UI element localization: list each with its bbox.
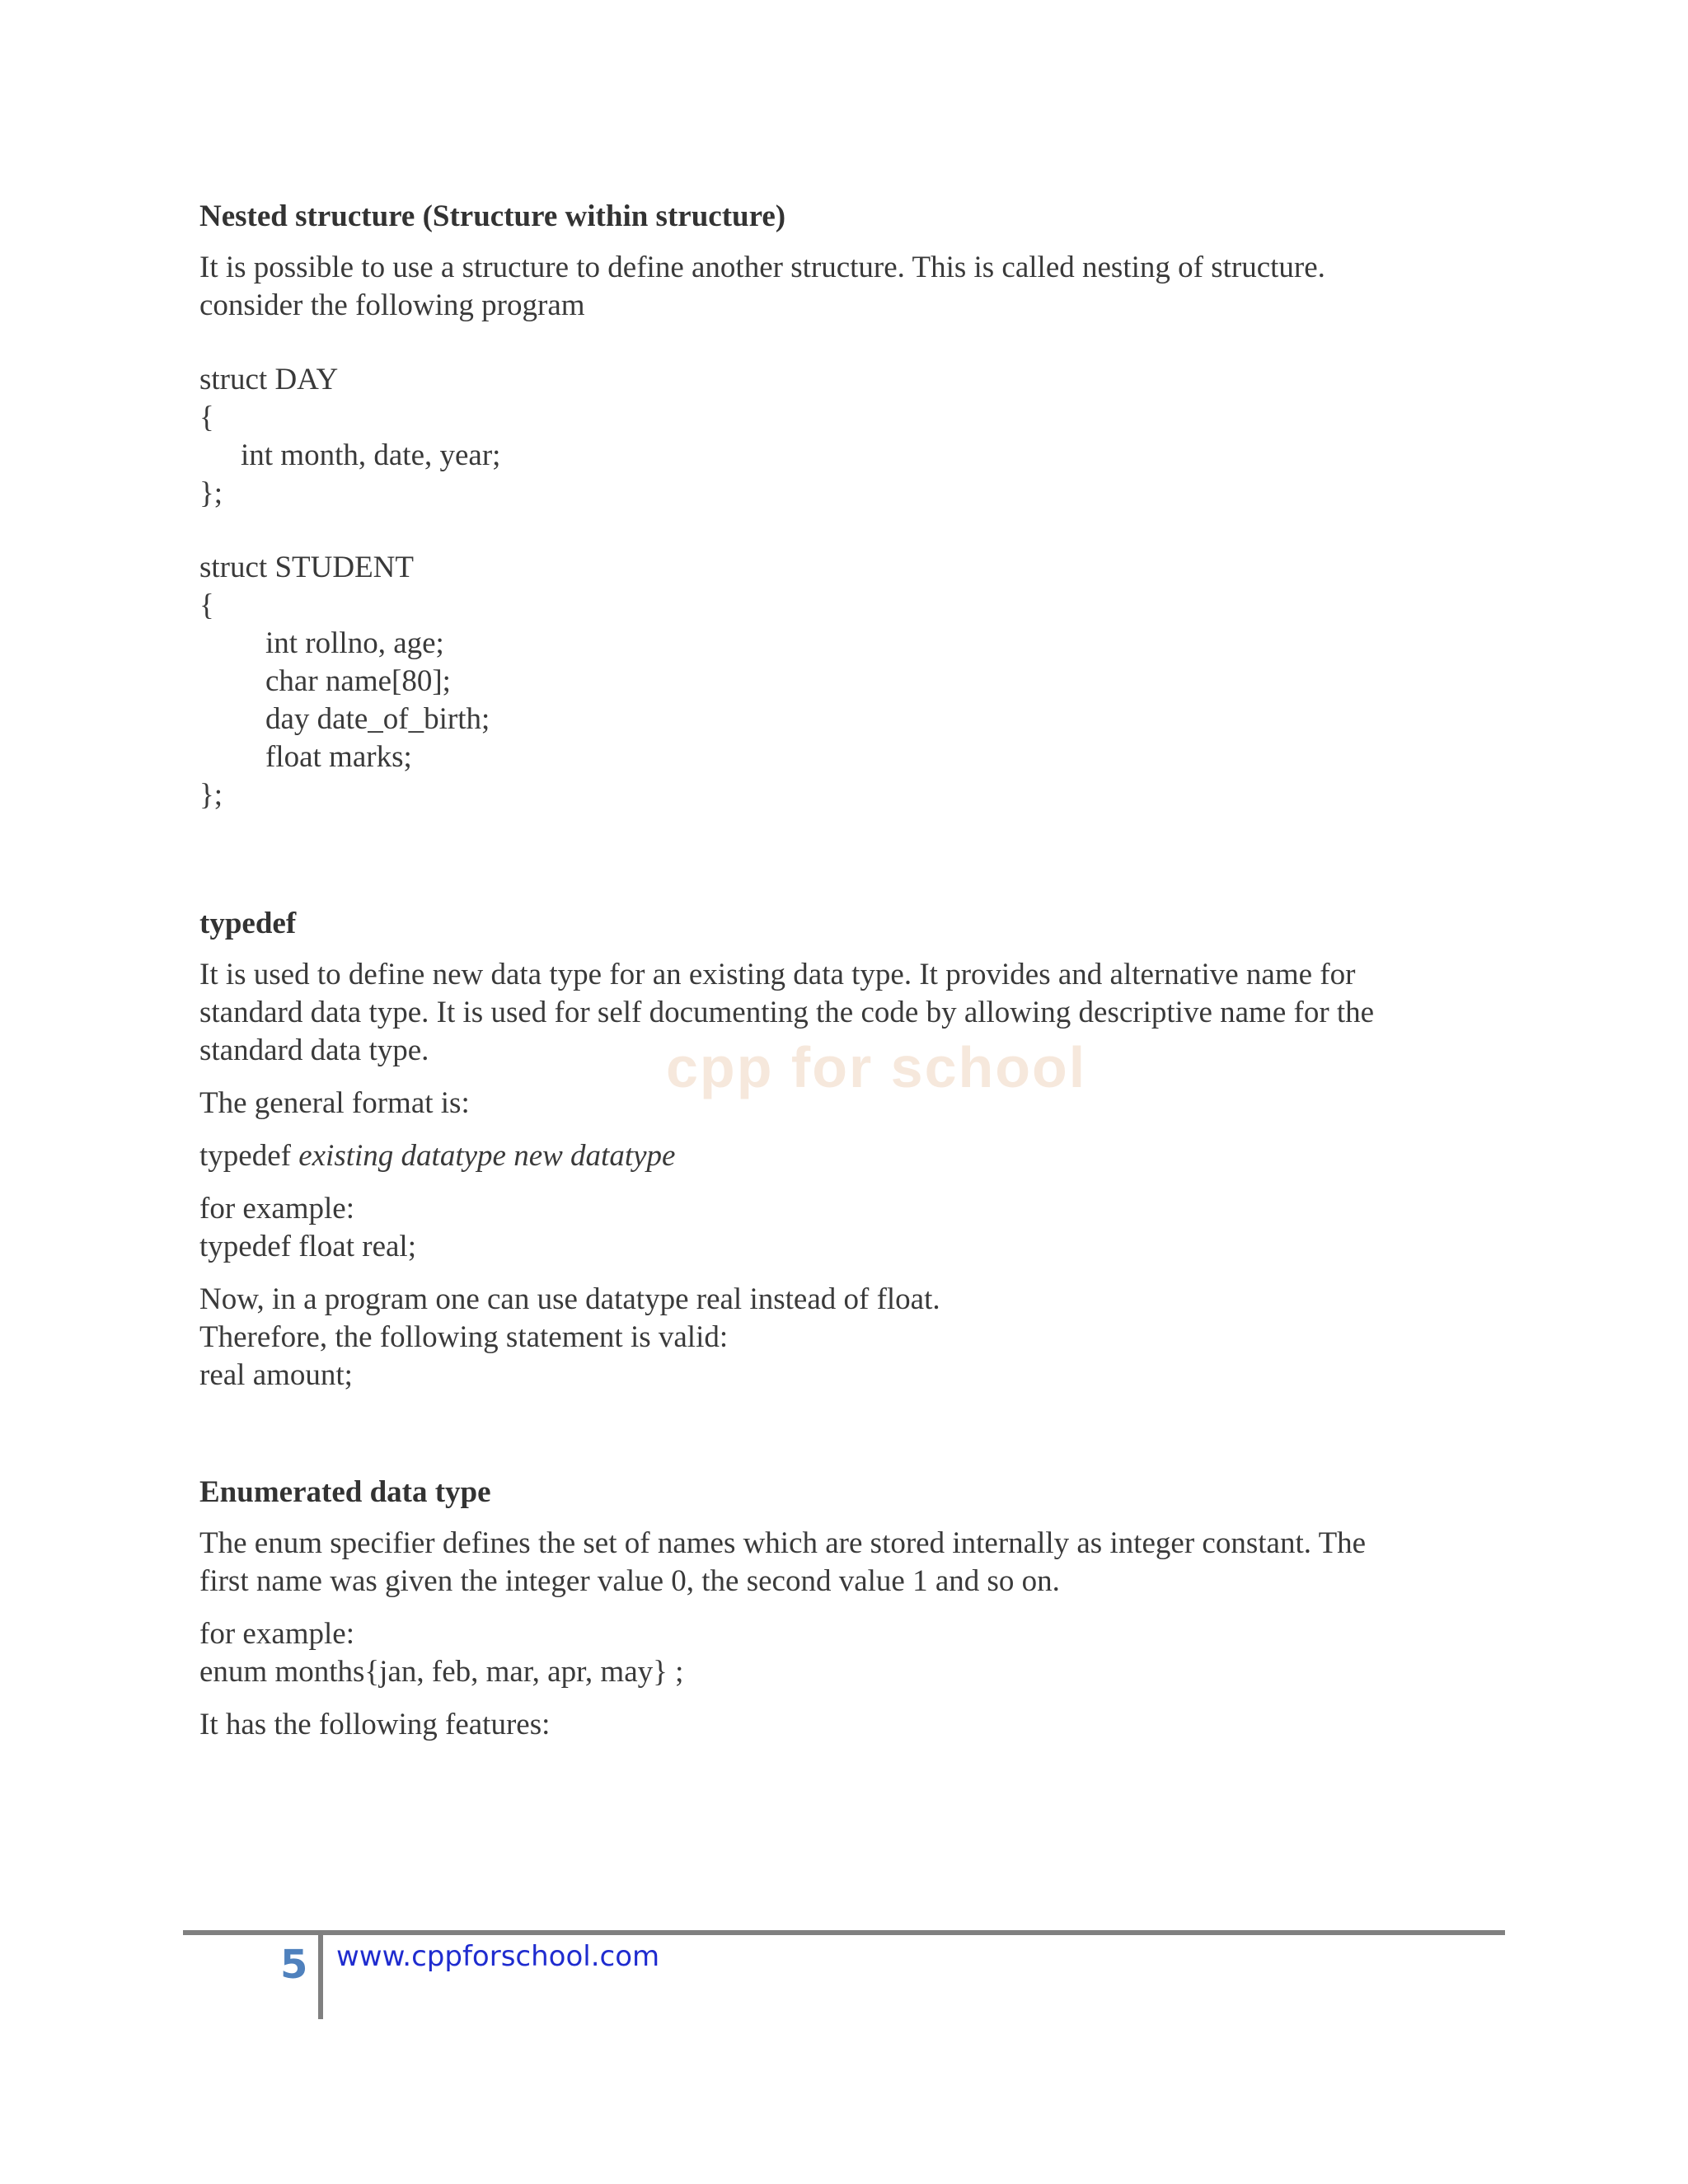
typedef-format-syntax	[199, 1137, 1518, 1175]
footer-website-link[interactable]: www.cppforschool.com	[336, 1940, 660, 1973]
enum-description	[199, 1525, 1518, 1601]
enum-desc-line: The enum specifier defines the set of names which are stored internally as integer constant. The	[199, 1526, 1367, 1560]
typedef-example-label: for example:	[199, 1192, 354, 1226]
typedef-note-line: Therefore, the following statement is valid:	[199, 1320, 729, 1354]
code-line: {	[199, 401, 214, 434]
typedef-format-label: The general format is:	[199, 1086, 470, 1120]
typedef-example	[199, 1190, 1518, 1266]
code-line: };	[199, 476, 223, 510]
typedef-note-line: Now, in a program one can use datatype real instead of float.	[199, 1282, 940, 1316]
typedef-note	[199, 1281, 1518, 1394]
code-line: {	[199, 588, 214, 622]
page-content	[199, 198, 1518, 1744]
enum-example	[199, 1615, 1518, 1691]
heading-enumerated-data-type: Enumerated data type	[199, 1475, 491, 1509]
heading-nested-structure: Nested structure (Structure within structure)	[199, 199, 786, 233]
typedef-example-code: typedef float real;	[199, 1230, 416, 1263]
code-line: int rollno, age;	[265, 626, 444, 660]
typedef-desc-line: standard data type. It is used for self documenting the code by allowing descriptive name for the	[199, 996, 1375, 1029]
footer-vertical-divider	[318, 1930, 323, 2019]
code-struct-day	[199, 361, 1518, 513]
code-line: day date_of_birth;	[265, 702, 490, 736]
page-number: 5	[280, 1942, 308, 1988]
code-line: int month, date, year;	[241, 438, 501, 472]
typedef-desc-line: standard data type.	[199, 1033, 429, 1067]
typedef-format-args: existing datatype new datatype	[298, 1139, 676, 1173]
nested-intro-line: It is possible to use a structure to define another structure. This is called nesting of structure.	[199, 251, 1325, 284]
code-struct-student	[199, 549, 1518, 814]
heading-typedef: typedef	[199, 907, 297, 940]
enum-desc-line: first name was given the integer value 0, the second value 1 and so on.	[199, 1564, 1060, 1598]
enum-features-label: It has the following features:	[199, 1708, 551, 1741]
code-line: struct DAY	[199, 363, 339, 396]
footer-divider	[183, 1930, 1505, 1935]
typedef-description	[199, 956, 1518, 1070]
enum-example-code: enum months{jan, feb, mar, apr, may} ;	[199, 1655, 684, 1689]
enum-example-label: for example:	[199, 1617, 354, 1651]
code-line: struct STUDENT	[199, 551, 414, 584]
code-line: float marks;	[265, 740, 412, 774]
typedef-desc-line: It is used to define new data type for an existing data type. It provides and alternative name for	[199, 958, 1356, 991]
nested-intro-line: consider the following program	[199, 288, 585, 322]
code-line: char name[80];	[265, 664, 451, 698]
typedef-keyword: typedef	[199, 1139, 299, 1173]
watermark-logo: cpp for school	[666, 1035, 1087, 1099]
typedef-note-line: real amount;	[199, 1358, 353, 1392]
code-line: };	[199, 778, 223, 812]
nested-intro	[199, 249, 1518, 325]
